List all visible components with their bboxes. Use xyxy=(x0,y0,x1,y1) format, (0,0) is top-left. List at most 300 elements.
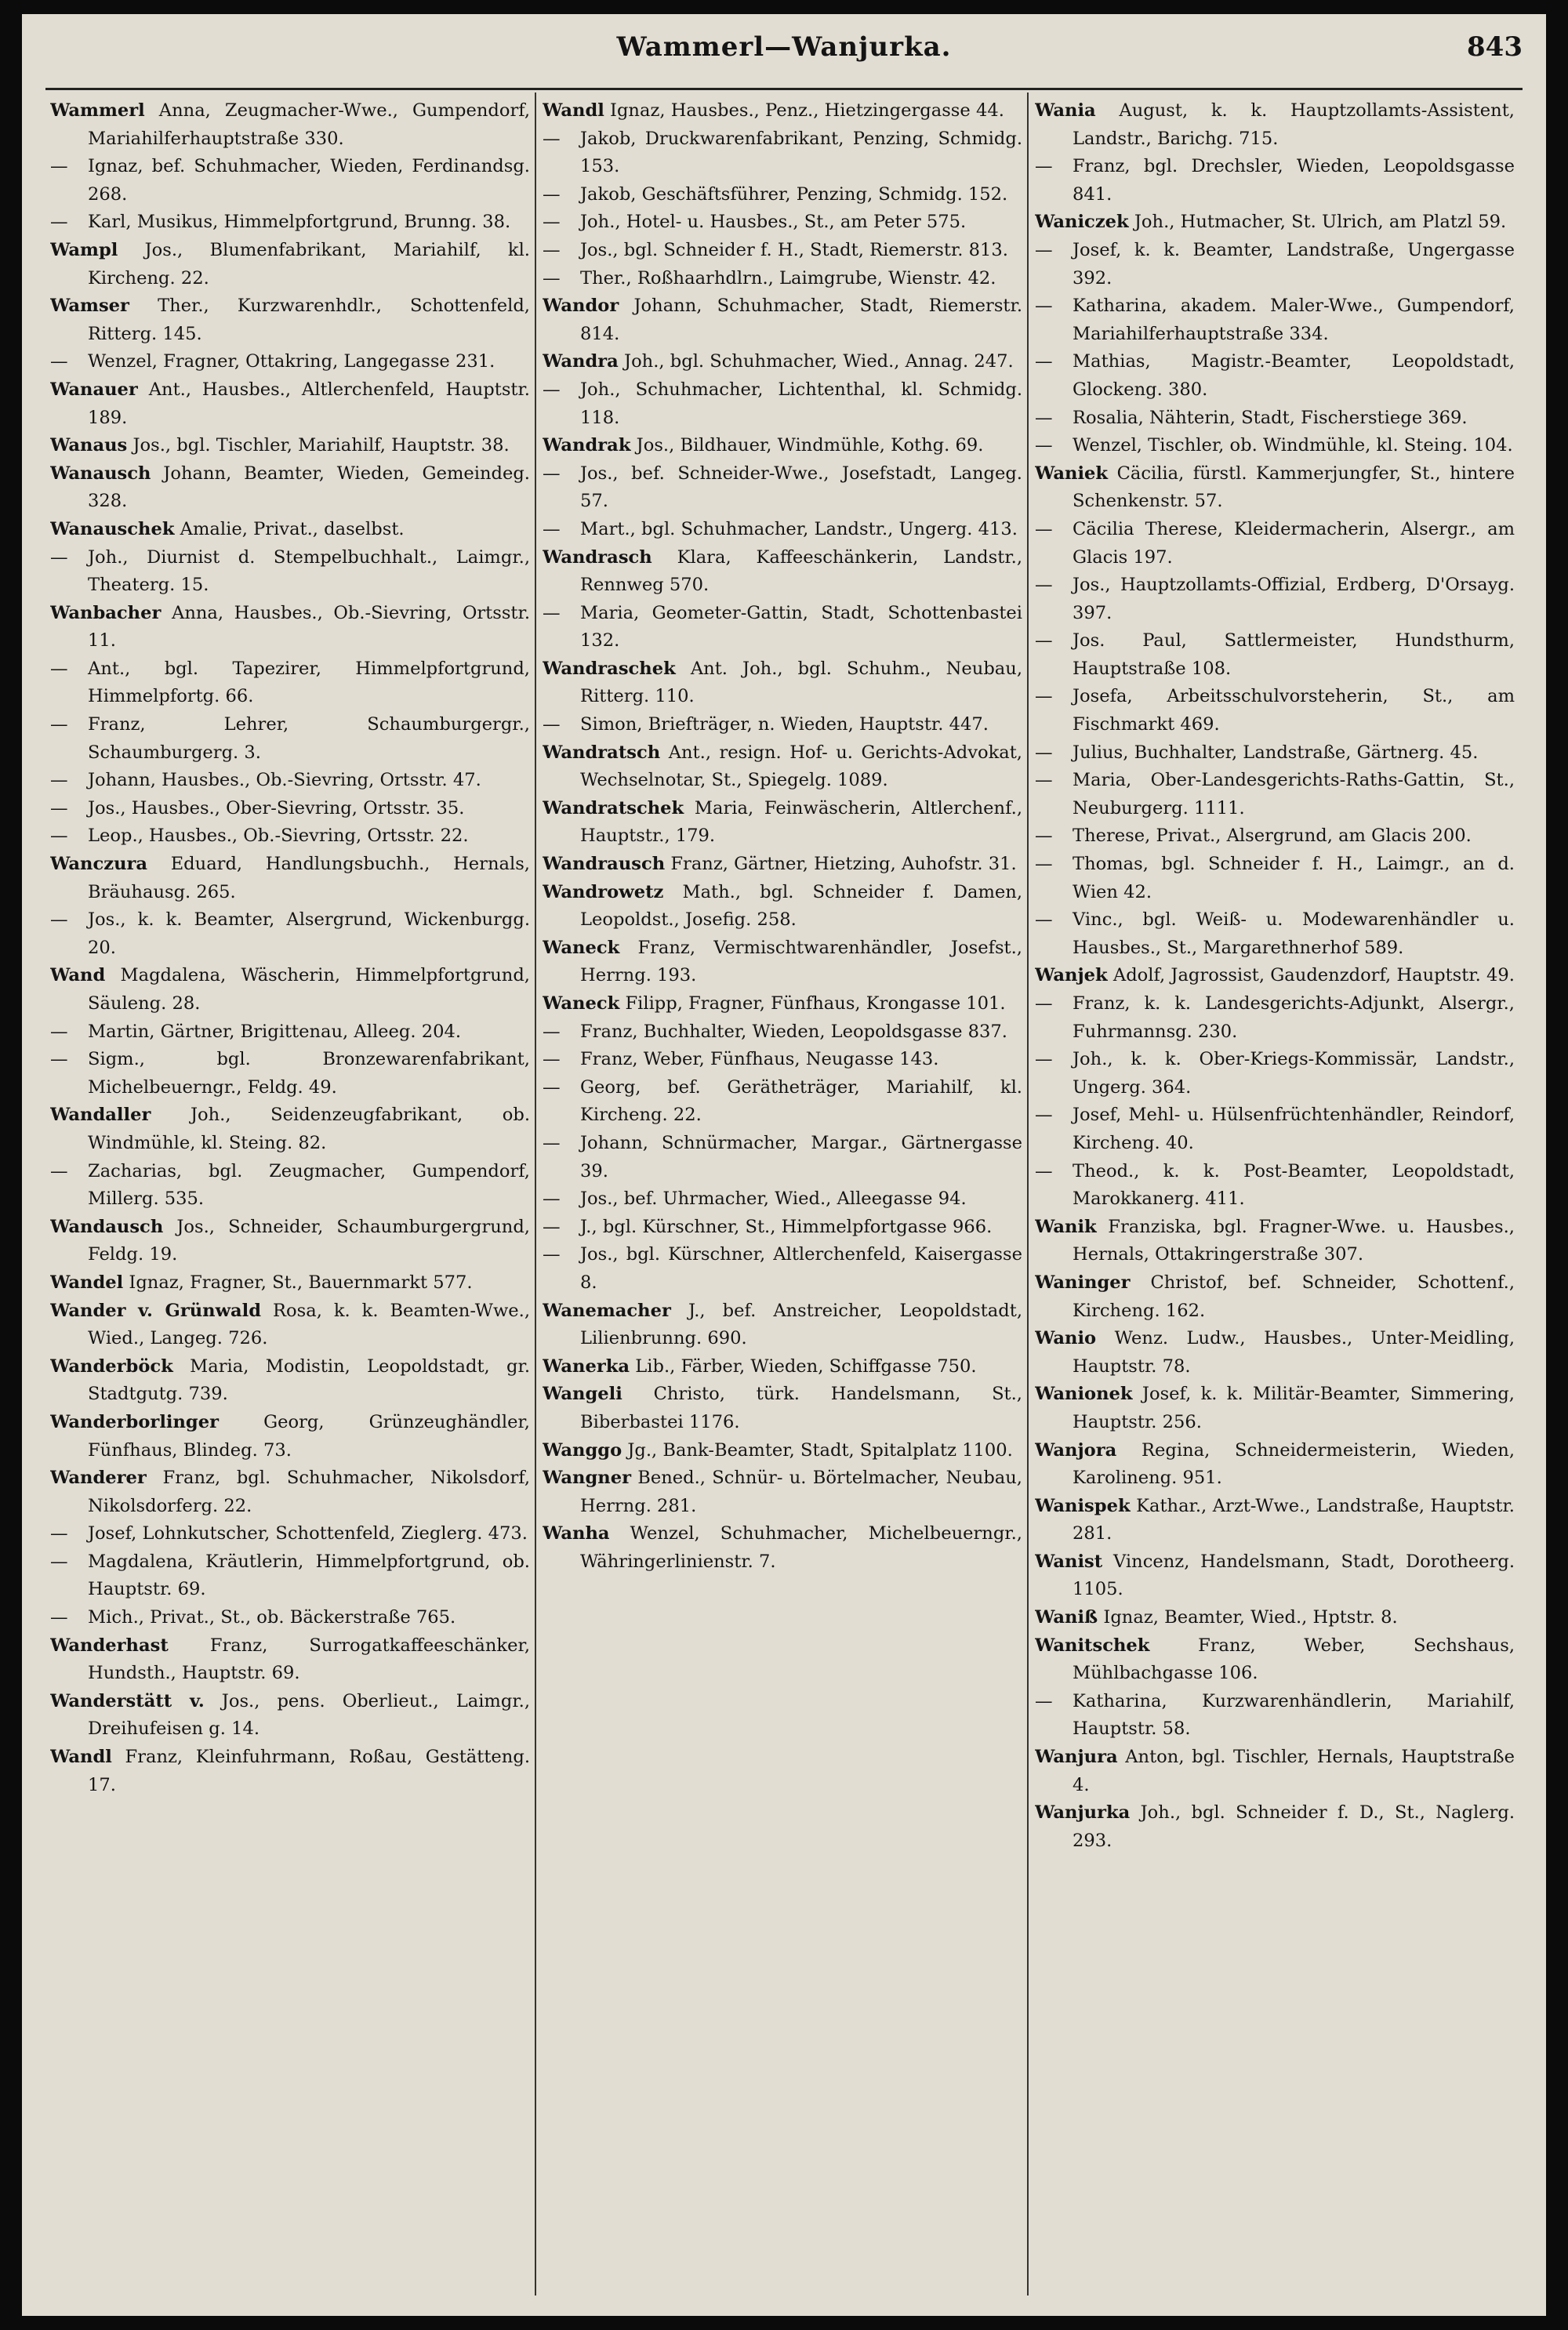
entry-surname: Wandratschek xyxy=(543,797,684,818)
entry-surname: Wandor xyxy=(543,296,619,317)
directory-entry xyxy=(50,767,530,795)
directory-entry xyxy=(543,600,1022,655)
directory-entry xyxy=(1035,1493,1515,1548)
entry-surname: Wandl xyxy=(543,100,604,121)
directory-entry xyxy=(50,97,530,153)
entry-details: Jos., bgl. Schneider f. H., Stadt, Riemerstr. 813. xyxy=(580,239,1008,260)
ditto-dash: — xyxy=(543,1049,561,1070)
entry-details: Jos., Blumenfabrikant, Mariahilf, kl. Kircheng. 22. xyxy=(88,239,530,289)
entry-surname: Wanik xyxy=(1035,1216,1097,1237)
entry-details: Jos., pens. Oberlieut., Laimgr., Dreihufeisen g. 14. xyxy=(88,1690,530,1740)
entry-details: Joh., Hutmacher, St. Ulrich, am Platzl 59. xyxy=(1134,212,1507,233)
entry-surname: Wander v. Grünwald xyxy=(50,1300,262,1321)
entry-details: Ignaz, Beamter, Wied., Hptstr. 8. xyxy=(1103,1607,1398,1628)
entry-details: Ignaz, bef. Schuhmacher, Wieden, Ferdinandsg. 268. xyxy=(88,156,530,205)
directory-entry xyxy=(543,879,1022,935)
directory-entry xyxy=(543,265,1022,293)
directory-entry xyxy=(1035,1437,1515,1493)
entry-surname: Waniß xyxy=(1035,1607,1098,1628)
entry-details: Cäcilia Therese, Kleidermacherin, Alsergr., am Glacis 197. xyxy=(1073,518,1515,568)
directory-entry xyxy=(50,460,530,516)
directory-entry xyxy=(1035,1381,1515,1436)
entry-details: Amalie, Privat., daselbst. xyxy=(180,518,405,539)
ditto-dash: — xyxy=(543,1076,561,1098)
entry-surname: Wanderer xyxy=(50,1468,147,1489)
directory-entry xyxy=(543,376,1022,432)
ditto-dash: — xyxy=(1035,909,1053,931)
entry-details: Johann, Hausbes., Ob.-Sievring, Ortsstr. 47. xyxy=(88,770,481,791)
entry-details: Ignaz, Fragner, St., Bauernmarkt 577. xyxy=(129,1272,473,1293)
ditto-dash: — xyxy=(1035,1690,1053,1711)
ditto-dash: — xyxy=(1035,686,1053,707)
directory-entry xyxy=(1035,683,1515,739)
entry-details: Magdalena, Kräutlerin, Himmelpfortgrund, ob. Hauptstr. 69. xyxy=(88,1551,530,1600)
entry-details: Jos. Paul, Sattlermeister, Hundsthurm, Hauptstraße 108. xyxy=(1073,630,1515,679)
entry-details: Johann, Beamter, Wieden, Gemeindeg. 328. xyxy=(88,463,530,512)
entry-surname: Wandrasch xyxy=(543,546,652,568)
entry-details: Franz, Weber, Fünfhaus, Neugasse 143. xyxy=(580,1049,939,1070)
directory-entry xyxy=(50,292,530,348)
directory-entry xyxy=(1035,460,1515,516)
entry-details: Jakob, Druckwarenfabrikant, Penzing, Schmidg. 153. xyxy=(580,128,1022,177)
entry-surname: Wandausch xyxy=(50,1216,164,1237)
directory-entry xyxy=(1035,1632,1515,1688)
column-divider xyxy=(535,93,536,2296)
directory-entry xyxy=(50,1101,530,1157)
directory-entry xyxy=(543,1381,1022,1436)
entry-surname: Wandrowetz xyxy=(543,881,664,902)
directory-entry xyxy=(50,1548,530,1604)
entry-details: Thomas, bgl. Schneider f. H., Laimgr., an d. Wien 42. xyxy=(1073,854,1515,902)
directory-entry xyxy=(50,1688,530,1744)
entry-details: Franz, Buchhalter, Wieden, Leopoldsgasse 837. xyxy=(580,1021,1007,1042)
ditto-dash: — xyxy=(1035,239,1053,260)
entry-surname: Wanderhast xyxy=(50,1635,169,1656)
directory-entry xyxy=(1035,767,1515,822)
ditto-dash: — xyxy=(1035,854,1053,875)
directory-entry xyxy=(1035,153,1515,209)
entry-details: Sigm., bgl. Bronzewarenfabrikant, Michelbeuerngr., Feldg. 49. xyxy=(88,1049,530,1098)
directory-entry xyxy=(1035,1688,1515,1744)
ditto-dash: — xyxy=(543,518,561,539)
directory-entry xyxy=(543,1046,1022,1074)
entry-details: Franz, Kleinfuhrmann, Roßau, Gestätteng. 17. xyxy=(88,1747,530,1795)
directory-entry xyxy=(543,348,1022,376)
entry-details: Joh., Diurnist d. Stempelbuchhalt., Laimgr., Theaterg. 15. xyxy=(88,546,530,596)
ditto-dash: — xyxy=(1035,630,1053,651)
entry-surname: Wanjurka xyxy=(1035,1802,1131,1824)
directory-entry xyxy=(543,432,1022,460)
entry-details: Jos., bef. Uhrmacher, Wied., Alleegasse 94. xyxy=(580,1189,967,1210)
directory-entry xyxy=(1035,851,1515,906)
ditto-dash: — xyxy=(1035,770,1053,791)
directory-entry xyxy=(543,795,1022,851)
entry-details: Joh., Schuhmacher, Lichtenthal, kl. Schmidg. 118. xyxy=(580,379,1022,428)
entry-details: Kathar., Arzt-Wwe., Landstraße, Hauptstr. 281. xyxy=(1073,1495,1515,1544)
directory-entry xyxy=(1035,516,1515,572)
entry-surname: Wandl xyxy=(50,1747,112,1768)
ditto-dash: — xyxy=(50,212,68,233)
entry-details: Johann, Schuhmacher, Stadt, Riemerstr. 814. xyxy=(580,296,1022,344)
entry-surname: Wangner xyxy=(543,1468,631,1489)
directory-entry xyxy=(50,209,530,237)
entry-details: Leop., Hausbes., Ob.-Sievring, Ortsstr. 22. xyxy=(88,826,469,847)
ditto-dash: — xyxy=(1035,518,1053,539)
directory-entry xyxy=(543,181,1022,209)
entry-details: Jos., bgl. Kürschner, Altlerchenfeld, Kaisergasse 8. xyxy=(580,1244,1022,1293)
directory-entry xyxy=(543,1464,1022,1520)
directory-entry xyxy=(1035,237,1515,292)
directory-entry xyxy=(1035,432,1515,460)
entry-surname: Wanerka xyxy=(543,1356,630,1377)
directory-entry xyxy=(50,1520,530,1548)
directory-entry xyxy=(50,348,530,376)
entry-details: Jos., Hausbes., Ober-Sievring, Ortsstr. 35. xyxy=(88,797,465,818)
entry-details: Bened., Schnür- u. Börtelmacher, Neubau, Herrng. 281. xyxy=(580,1468,1022,1516)
ditto-dash: — xyxy=(543,1021,561,1042)
entry-details: Maria, Modistin, Leopoldstadt, gr. Stadtgutg. 739. xyxy=(88,1356,530,1405)
entry-surname: Wanha xyxy=(543,1523,610,1544)
directory-entry xyxy=(1035,1744,1515,1799)
entry-details: Adolf, Jagrossist, Gaudenzdorf, Hauptstr. 49. xyxy=(1112,965,1515,986)
entry-details: Wenzel, Fragner, Ottakring, Langegasse 231. xyxy=(88,351,495,372)
ditto-dash: — xyxy=(1035,826,1053,847)
entry-surname: Waneck xyxy=(543,937,620,958)
ditto-dash: — xyxy=(543,1132,561,1153)
entry-surname: Wampl xyxy=(50,239,118,260)
entry-details: Katharina, Kurzwarenhändlerin, Mariahilf, Hauptstr. 58. xyxy=(1073,1690,1515,1740)
running-title: Wammerl—Wanjurka. xyxy=(616,31,952,63)
ditto-dash: — xyxy=(50,156,68,177)
entry-surname: Wanist xyxy=(1035,1551,1103,1572)
ditto-dash: — xyxy=(50,351,68,372)
directory-entry xyxy=(1035,209,1515,237)
ditto-dash: — xyxy=(543,267,561,289)
directory-entry xyxy=(50,544,530,600)
ditto-dash: — xyxy=(543,128,561,149)
entry-details: Rosalia, Nähterin, Stadt, Fischerstiege 369. xyxy=(1073,407,1468,428)
entry-surname: Wanjek xyxy=(1035,965,1108,986)
ditto-dash: — xyxy=(1035,156,1053,177)
entry-surname: Wanggo xyxy=(543,1439,622,1461)
entry-details: Magdalena, Wäscherin, Himmelpfortgrund, Säuleng. 28. xyxy=(88,965,530,1014)
directory-entry xyxy=(1035,1548,1515,1604)
directory-entry xyxy=(543,990,1022,1018)
directory-entry xyxy=(1035,822,1515,851)
entry-surname: Wanaus xyxy=(50,435,128,456)
directory-entry xyxy=(543,460,1022,516)
entry-surname: Wandra xyxy=(543,351,619,372)
entry-surname: Wamser xyxy=(50,296,129,317)
directory-entry xyxy=(50,1046,530,1101)
directory-entry xyxy=(50,1158,530,1214)
entry-details: Vinc., bgl. Weiß- u. Modewarenhändler u. Hausbes., St., Margarethnerhof 589. xyxy=(1073,909,1515,958)
entry-details: Katharina, akadem. Maler-Wwe., Gumpendorf, Mariahilferhauptstraße 334. xyxy=(1073,296,1515,344)
directory-entry xyxy=(50,432,530,460)
directory-entry xyxy=(1035,1325,1515,1381)
directory-entry xyxy=(50,376,530,432)
entry-details: Franz, Surrogatkaffeeschänker, Hundsth., Hauptstr. 69. xyxy=(88,1635,530,1684)
directory-entry xyxy=(543,1520,1022,1576)
entry-surname: Wania xyxy=(1035,100,1096,121)
entry-details: Christo, türk. Handelsmann, St., Biberbastei 1176. xyxy=(580,1384,1022,1432)
ditto-dash: — xyxy=(50,1523,68,1544)
directory-entry xyxy=(543,1018,1022,1047)
directory-entry xyxy=(543,1074,1022,1130)
entry-details: Jos., Schneider, Schaumburgergrund, Feldg. 19. xyxy=(88,1216,530,1265)
entry-details: Simon, Briefträger, n. Wieden, Hauptstr. 447. xyxy=(580,714,989,735)
entry-details: Eduard, Handlungsbuchh., Hernals, Bräuhausg. 265. xyxy=(88,854,530,902)
ditto-dash: — xyxy=(543,714,561,735)
directory-entry xyxy=(50,153,530,209)
entry-surname: Wanauer xyxy=(50,379,138,400)
directory-entry xyxy=(1035,906,1515,962)
directory-entry xyxy=(543,1214,1022,1242)
entry-surname: Wammerl xyxy=(50,100,145,121)
directory-entry xyxy=(50,906,530,962)
entry-details: Mart., bgl. Schuhmacher, Landstr., Ungerg. 413. xyxy=(580,518,1018,539)
directory-entry xyxy=(50,1269,530,1297)
entry-details: Jos., Bildhauer, Windmühle, Kothg. 69. xyxy=(636,435,984,456)
entry-details: Jg., Bank-Beamter, Stadt, Spitalplatz 1100. xyxy=(627,1439,1013,1461)
directory-entry xyxy=(543,1437,1022,1465)
directory-entry xyxy=(50,851,530,906)
directory-entry xyxy=(543,544,1022,600)
entry-surname: Waneck xyxy=(543,993,620,1014)
entry-details: J., bef. Anstreicher, Leopoldstadt, Lilienbrunng. 690. xyxy=(580,1300,1022,1349)
entry-details: Ther., Kurzwarenhdlr., Schottenfeld, Ritterg. 145. xyxy=(88,296,530,344)
directory-entry xyxy=(50,795,530,823)
entry-details: Vincenz, Handelsmann, Stadt, Dorotheerg. 1105. xyxy=(1073,1551,1515,1600)
directory-entry xyxy=(50,1018,530,1047)
directory-entry xyxy=(1035,1269,1515,1325)
ditto-dash: — xyxy=(543,379,561,400)
ditto-dash: — xyxy=(50,1160,68,1181)
entry-details: Wenz. Ludw., Hausbes., Unter-Meidling, Hauptstr. 78. xyxy=(1073,1328,1515,1377)
directory-entry xyxy=(50,1464,530,1520)
header-rule xyxy=(45,88,1523,90)
directory-entry xyxy=(1035,1604,1515,1632)
ditto-dash: — xyxy=(50,909,68,931)
directory-entry xyxy=(543,97,1022,125)
ditto-dash: — xyxy=(50,770,68,791)
page-header xyxy=(22,31,1546,78)
directory-entry xyxy=(1035,97,1515,153)
entry-details: Franz, Gärtner, Hietzing, Auhofstr. 31. xyxy=(670,854,1017,875)
entry-surname: Wanjura xyxy=(1035,1747,1118,1768)
entry-surname: Wanderborlinger xyxy=(50,1411,219,1432)
entry-details: Anna, Hausbes., Ob.-Sievring, Ortsstr. 11. xyxy=(88,602,530,651)
directory-entry xyxy=(1035,405,1515,433)
directory-entry xyxy=(543,516,1022,544)
directory-entry xyxy=(50,516,530,544)
entry-details: Ant., Hausbes., Altlerchenfeld, Hauptstr. 189. xyxy=(88,379,530,428)
ditto-dash: — xyxy=(1035,1049,1053,1070)
directory-entry xyxy=(50,655,530,711)
entry-details: Josef, Lohnkutscher, Schottenfeld, Zieglerg. 473. xyxy=(88,1523,528,1544)
entry-details: Georg, bef. Gerätheträger, Mariahilf, kl. Kircheng. 22. xyxy=(580,1076,1022,1126)
directory-entry xyxy=(543,711,1022,739)
entry-details: Maria, Geometer-Gattin, Stadt, Schottenbastei 132. xyxy=(580,602,1022,651)
ditto-dash: — xyxy=(543,1189,561,1210)
directory-entry xyxy=(1035,627,1515,683)
entry-details: Josef, Mehl- u. Hülsenfrüchtenhändler, Reindorf, Kircheng. 40. xyxy=(1073,1105,1515,1153)
ditto-dash: — xyxy=(50,797,68,818)
entry-details: Joh., Seidenzeugfabrikant, ob. Windmühle, kl. Steing. 82. xyxy=(88,1105,530,1153)
entry-surname: Waniczek xyxy=(1035,212,1129,233)
directory-entry xyxy=(543,739,1022,795)
entry-details: Mich., Privat., St., ob. Bäckerstraße 765. xyxy=(88,1607,456,1628)
entry-details: Anton, bgl. Tischler, Hernals, Hauptstraße 4. xyxy=(1073,1747,1515,1795)
ditto-dash: — xyxy=(1035,993,1053,1014)
entry-details: Anna, Zeugmacher-Wwe., Gumpendorf, Mariahilferhauptstraße 330. xyxy=(88,100,530,149)
directory-entry xyxy=(1035,1046,1515,1101)
ditto-dash: — xyxy=(1035,575,1053,596)
directory-entry xyxy=(543,1353,1022,1381)
directory-entry xyxy=(1035,1214,1515,1269)
entry-details: Rosa, k. k. Beamten-Wwe., Wied., Langeg. 726. xyxy=(88,1300,530,1349)
entry-surname: Wandel xyxy=(50,1272,124,1293)
entry-details: Maria, Feinwäscherin, Altlerchenf., Hauptstr., 179. xyxy=(580,797,1022,847)
directory-entry xyxy=(1035,292,1515,348)
entry-details: Cäcilia, fürstl. Kammerjungfer, St., hintere Schenkenstr. 57. xyxy=(1073,463,1515,512)
entry-surname: Wandratsch xyxy=(543,742,661,763)
directory-entry xyxy=(1035,1799,1515,1855)
entry-details: Joh., bgl. Schuhmacher, Wied., Annag. 247. xyxy=(624,351,1014,372)
entry-details: Ant., bgl. Tapezirer, Himmelpfortgrund, Himmelpfortg. 66. xyxy=(88,658,530,707)
entry-details: J., bgl. Kürschner, St., Himmelpfortgasse 966. xyxy=(580,1216,993,1237)
column-3 xyxy=(1035,97,1515,2308)
ditto-dash: — xyxy=(1035,1160,1053,1181)
entry-surname: Wanausch xyxy=(50,463,151,484)
entry-details: Franz, Lehrer, Schaumburgergr., Schaumburgerg. 3. xyxy=(88,714,530,763)
entry-details: Theod., k. k. Post-Beamter, Leopoldstadt, Marokkanerg. 411. xyxy=(1073,1160,1515,1210)
entry-details: Filipp, Fragner, Fünfhaus, Krongasse 101. xyxy=(625,993,1006,1014)
directory-entry xyxy=(1035,348,1515,404)
entry-details: Johann, Schnürmacher, Margar., Gärtnergasse 39. xyxy=(580,1132,1022,1181)
ditto-dash: — xyxy=(1035,407,1053,428)
entry-details: Jos., Hauptzollamts-Offizial, Erdberg, D'Orsayg. 397. xyxy=(1073,575,1515,623)
ditto-dash: — xyxy=(50,658,68,679)
entry-details: Klara, Kaffeeschänkerin, Landstr., Rennweg 570. xyxy=(580,546,1022,596)
entry-surname: Wandrausch xyxy=(543,854,666,875)
directory-entry xyxy=(1035,962,1515,990)
entry-details: Jakob, Geschäftsführer, Penzing, Schmidg. 152. xyxy=(580,183,1008,205)
entry-details: Franziska, bgl. Fragner-Wwe. u. Hausbes., Hernals, Ottakringerstraße 307. xyxy=(1073,1216,1515,1265)
column-1 xyxy=(50,97,530,2308)
ditto-dash: — xyxy=(50,546,68,568)
directory-entry xyxy=(543,209,1022,237)
entry-details: Julius, Buchhalter, Landstraße, Gärtnerg. 45. xyxy=(1073,742,1479,763)
entry-details: Math., bgl. Schneider f. Damen, Leopoldst., Josefig. 258. xyxy=(580,881,1022,931)
directory-entry xyxy=(1035,990,1515,1046)
ditto-dash: — xyxy=(1035,742,1053,763)
entry-surname: Wanbacher xyxy=(50,602,162,623)
entry-surname: Wangeli xyxy=(543,1384,622,1405)
directory-entry xyxy=(543,1185,1022,1214)
entry-details: Josef, k. k. Beamter, Landstraße, Ungergasse 392. xyxy=(1073,239,1515,289)
ditto-dash: — xyxy=(50,1049,68,1070)
directory-entry xyxy=(50,962,530,1018)
directory-entry xyxy=(543,655,1022,711)
directory-entry xyxy=(1035,1101,1515,1157)
column-divider xyxy=(1027,93,1029,2296)
entry-details: Jos., k. k. Beamter, Alsergrund, Wickenburgg. 20. xyxy=(88,909,530,958)
entry-surname: Wandraschek xyxy=(543,658,676,679)
entry-details: Jos., bgl. Tischler, Mariahilf, Hauptstr. 38. xyxy=(132,435,510,456)
entry-details: Wenzel, Tischler, ob. Windmühle, kl. Steing. 104. xyxy=(1073,435,1513,456)
ditto-dash: — xyxy=(50,714,68,735)
entry-surname: Wanionek xyxy=(1035,1384,1133,1405)
ditto-dash: — xyxy=(50,1607,68,1628)
entry-details: Joh., bgl. Schneider f. D., St., Naglerg. 293. xyxy=(1073,1802,1515,1851)
entry-surname: Wanio xyxy=(1035,1328,1097,1349)
directory-entry xyxy=(50,1632,530,1688)
entry-details: Franz, bgl. Drechsler, Wieden, Leopoldsgasse 841. xyxy=(1073,156,1515,205)
directory-entry xyxy=(543,1297,1022,1353)
ditto-dash: — xyxy=(1035,351,1053,372)
entry-details: Zacharias, bgl. Zeugmacher, Gumpendorf, Millerg. 535. xyxy=(88,1160,530,1210)
entry-details: Josef, k. k. Militär-Beamter, Simmering, Hauptstr. 256. xyxy=(1073,1384,1515,1432)
directory-entry xyxy=(1035,1158,1515,1214)
entry-details: Jos., bef. Schneider-Wwe., Josefstadt, Langeg. 57. xyxy=(580,463,1022,512)
entry-details: Ignaz, Hausbes., Penz., Hietzingergasse 44. xyxy=(610,100,1004,121)
directory-page xyxy=(22,14,1546,2316)
entry-surname: Wandrak xyxy=(543,435,631,456)
directory-entry xyxy=(1035,572,1515,627)
ditto-dash: — xyxy=(543,212,561,233)
entry-surname: Wanderböck xyxy=(50,1356,173,1377)
entry-surname: Wanemacher xyxy=(543,1300,671,1321)
entry-details: Lib., Färber, Wieden, Schiffgasse 750. xyxy=(635,1356,977,1377)
entry-surname: Wanczura xyxy=(50,854,148,875)
directory-entry xyxy=(50,1409,530,1464)
ditto-dash: — xyxy=(50,1021,68,1042)
ditto-dash: — xyxy=(50,826,68,847)
entry-surname: Wand xyxy=(50,965,106,986)
entry-details: Franz, Weber, Sechshaus, Mühlbachgasse 106. xyxy=(1073,1635,1515,1684)
directory-entry xyxy=(543,1241,1022,1297)
directory-entry xyxy=(50,1744,530,1799)
ditto-dash: — xyxy=(543,602,561,623)
entry-details: Joh., k. k. Ober-Kriegs-Kommissär, Landstr., Ungerg. 364. xyxy=(1073,1049,1515,1098)
page-number: 843 xyxy=(1467,31,1523,63)
entry-details: Therese, Privat., Alsergrund, am Glacis 200. xyxy=(1073,826,1472,847)
directory-entry xyxy=(543,1130,1022,1185)
directory-entry xyxy=(50,1353,530,1409)
directory-entry xyxy=(1035,739,1515,768)
entry-details: Ant. Joh., bgl. Schuhm., Neubau, Ritterg. 110. xyxy=(580,658,1022,707)
entry-details: Franz, k. k. Landesgerichts-Adjunkt, Alsergr., Fuhrmannsg. 230. xyxy=(1073,993,1515,1042)
directory-entry xyxy=(50,1297,530,1353)
ditto-dash: — xyxy=(1035,1105,1053,1126)
directory-entry xyxy=(543,237,1022,265)
directory-entry xyxy=(50,600,530,655)
entry-details: Josefa, Arbeitsschulvorsteherin, St., am Fischmarkt 469. xyxy=(1073,686,1515,735)
entry-details: Christof, bef. Schneider, Schottenf., Kircheng. 162. xyxy=(1073,1272,1515,1321)
entry-details: Ther., Roßhaarhdlrn., Laimgrube, Wienstr. 42. xyxy=(580,267,996,289)
ditto-dash: — xyxy=(543,239,561,260)
ditto-dash: — xyxy=(543,183,561,205)
entry-details: Mathias, Magistr.-Beamter, Leopoldstadt, Glockeng. 380. xyxy=(1073,351,1515,400)
entry-details: Wenzel, Schuhmacher, Michelbeuerngr., Währingerlinienstr. 7. xyxy=(580,1523,1022,1572)
entry-details: Joh., Hotel- u. Hausbes., St., am Peter 575. xyxy=(580,212,967,233)
directory-entry xyxy=(543,125,1022,181)
ditto-dash: — xyxy=(50,1551,68,1572)
entry-surname: Wanitschek xyxy=(1035,1635,1150,1656)
ditto-dash: — xyxy=(543,1244,561,1265)
directory-entry xyxy=(50,237,530,292)
